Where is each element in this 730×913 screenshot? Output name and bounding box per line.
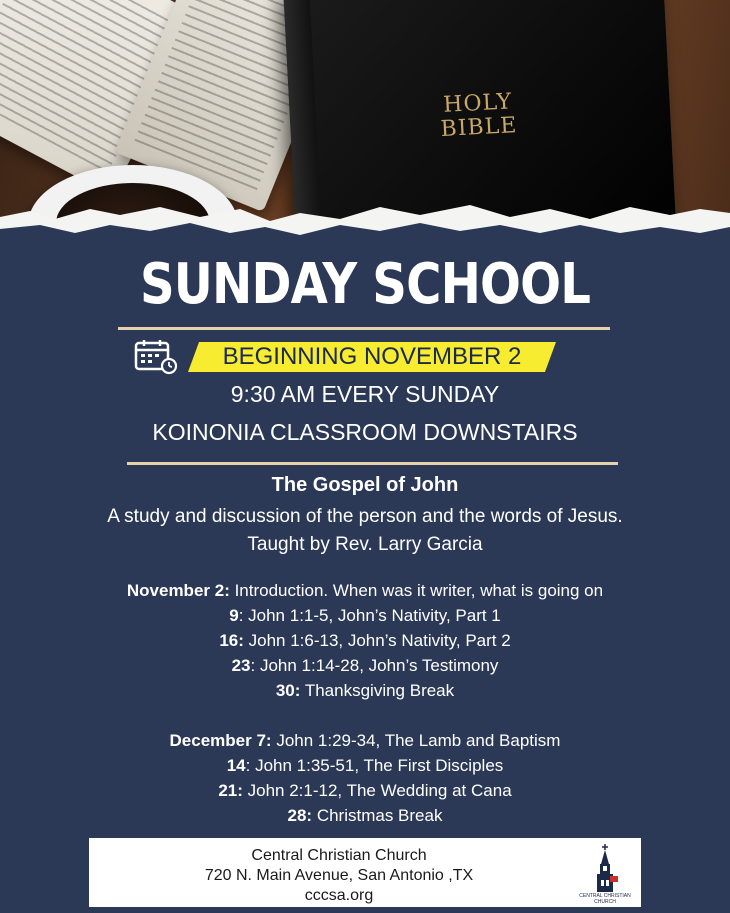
church-name: Central Christian Church [251,847,427,864]
schedule-item: December 7: John 1:29-34, The Lamb and Baptism [169,731,561,750]
bible-cover-title: HOLY BIBLE [440,89,518,143]
schedule-item: 30: Thanksgiving Break [275,681,455,700]
class-time: 9:30 AM EVERY SUNDAY [230,381,500,407]
schedule-item: 28: Christmas Break [287,806,443,825]
study-teacher: Taught by Rev. Larry Garcia [247,534,483,555]
church-logo-text: CENTRAL CHRISTIAN CHURCH [579,893,631,905]
divider-middle [127,462,618,465]
schedule-item: 9: John 1:1-5, John’s Nativity, Part 1 [229,606,501,625]
schedule-item: 23: John 1:14-28, John’s Testimony [231,656,499,675]
study-description: A study and discussion of the person and the words of Jesus. [107,506,623,527]
study-title: The Gospel of John [271,474,459,496]
church-website[interactable]: cccsa.org [304,887,374,904]
start-date-text: BEGINNING NOVEMBER 2 [222,343,522,370]
church-steeple-logo-icon [580,842,630,898]
divider-top [118,327,610,330]
page-title: SUNDAY SCHOOL [139,252,591,317]
church-address: 720 N. Main Avenue, San Antonio ,TX [204,867,474,884]
schedule-item: 14: John 1:35-51, The First Disciples [226,756,504,775]
calendar-clock-icon [134,339,178,375]
schedule-item: 16: John 1:6-13, John’s Nativity, Part 2 [219,631,511,650]
schedule-item: November 2: Introduction. When was it writer, what is going on [126,581,604,600]
schedule-item: 21: John 2:1-12, The Wedding at Cana [218,781,512,800]
class-location: KOINONIA CLASSROOM DOWNSTAIRS [152,419,578,445]
